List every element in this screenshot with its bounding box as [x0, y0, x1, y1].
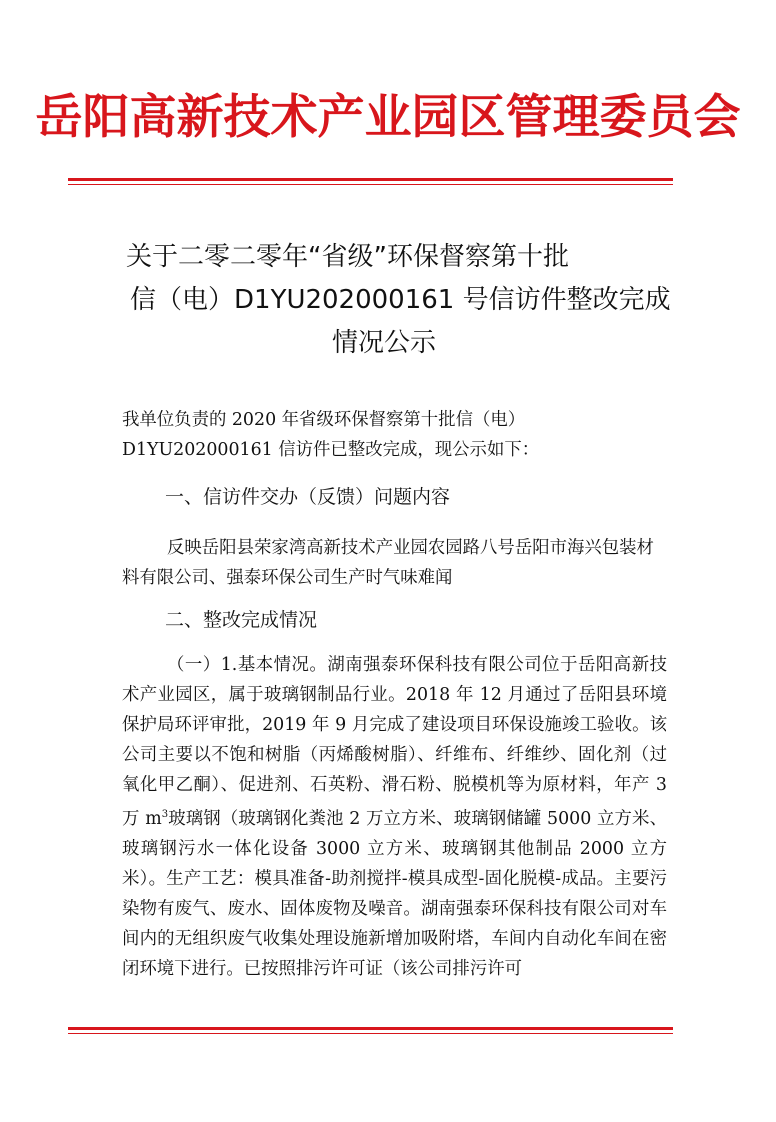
- document-title: [100, 236, 680, 365]
- rectification-text-b: 玻璃钢（玻璃钢化粪池 2 万立方米、玻璃钢储罐 5000 立方米、玻璃钢污水一体化设备 3000 立方米、玻璃钢其他制品 2000 立方米）。生产工艺：模具准备-助剂搅拌-模具成型-固化脱模-成品。主要污染物有废气、废水、固体废物及噪音。湖南强泰环保科技有限公司对车间内的无组织废气收集处理设施新增加吸附塔，车间内自动化车间在密闭环境下进行。已按照排污许可证（该公司排污许可: [122, 808, 667, 979]
- complaint-text: 反映岳阳县荣家湾高新技术产业园农园路八号岳阳市海兴包装材料有限公司、强泰环保公司生产时气味难闻: [122, 538, 654, 588]
- title-line-1: 关于二零二零年“省级”环保督察第十批: [126, 242, 569, 272]
- section-1-heading: 一、信访件交办（反馈）问题内容: [165, 486, 451, 508]
- rectification-text-a: （一）1.基本情况。湖南强泰环保科技有限公司位于岳阳高新技术产业园区，属于玻璃钢制品行业。2018 年 12 月通过了岳阳县环境保护局环评审批，2019 年 9 月完成了建设项目环保设施竣工验收。该公司主要以不饱和树脂（丙烯酸树脂）、纤维布、纤维纱、固化剂（过氧化甲乙酮）、促进剂、石英粉、滑石粉、脱模机等为原材料，年产 3 万 m: [122, 655, 667, 829]
- organization-masthead: 岳阳高新技术产业园区管理委员会: [35, 90, 741, 145]
- section-2-content: [122, 650, 667, 984]
- intro-line-1: 我单位负责的 2020 年省级环保督察第十批信（电）: [122, 410, 526, 430]
- title-line-3: 情况公示: [332, 328, 437, 358]
- section-1-content: [122, 533, 667, 593]
- intro-line-2: D1YU202000161 信访件已整改完成，现公示如下：: [122, 440, 540, 460]
- rectification-text: [122, 650, 667, 984]
- section-2-heading: 二、整改完成情况: [165, 609, 318, 631]
- cubic-superscript: 3: [161, 809, 169, 820]
- intro-paragraph: [122, 405, 667, 465]
- title-line-2: 信（电）D1YU202000161 号信访件整改完成: [130, 285, 671, 315]
